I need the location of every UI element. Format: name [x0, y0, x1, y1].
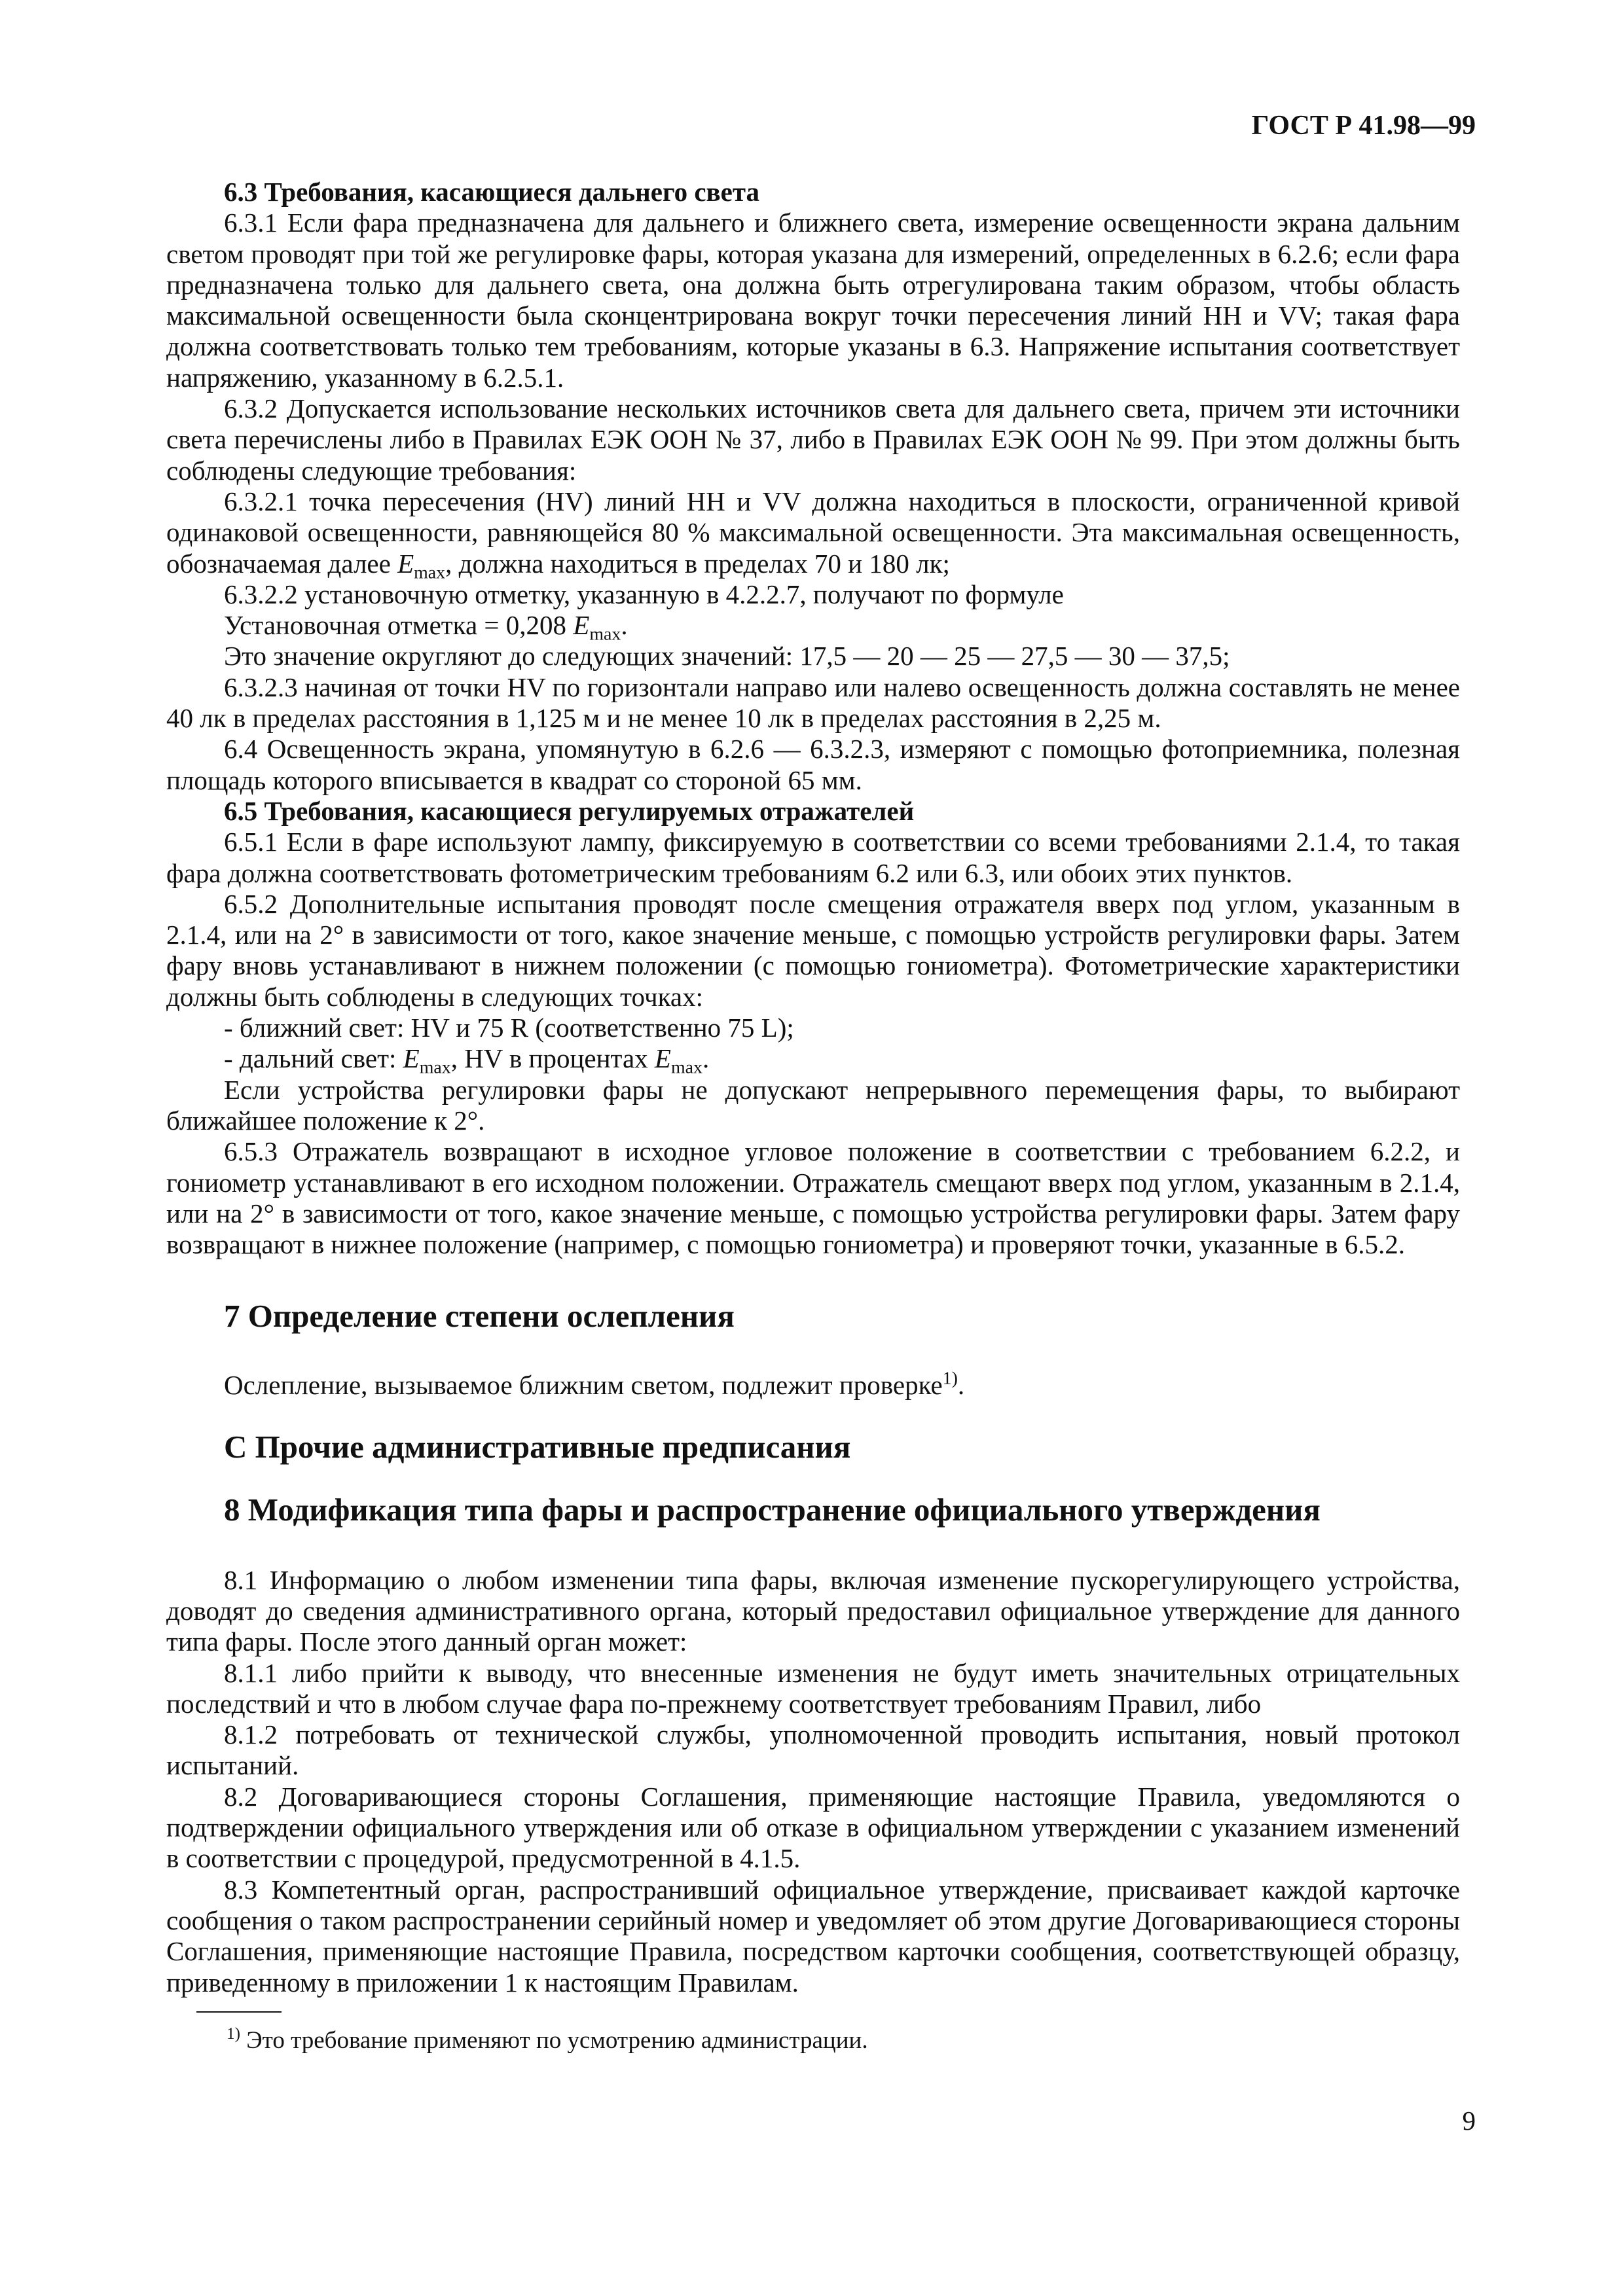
main-content: [166, 177, 1460, 1998]
paragraph-8-1: 8.1 Информацию о любом изменении типа фары, включая изменение пускорегулирующего устройства, доводят до сведения административного органа, который предоставил официальное утверждение для данного типа фары. После этого данный орган может:: [166, 1564, 1460, 1657]
paragraph-6-4: 6.4 Освещенность экрана, упомянутую в 6.2.6 — 6.3.2.3, измеряют с помощью фотоприемника, полезная площадь которого вписывается в квадрат со стороной 65 мм.: [166, 734, 1460, 795]
footnote-text: Это требование применяют по усмотрению администрации.: [240, 2027, 868, 2054]
paragraph-7: [166, 1370, 1460, 1401]
page-number: 9: [1462, 2106, 1476, 2136]
paragraph-6-5-1: 6.5.1 Если в фаре используют лампу, фиксируемую в соответствии со всеми требованиями 2.1.4, то такая фара должна соответствовать фотометрическим требованиям 6.2 или 6.3, или обоих этих пунктов.: [166, 827, 1460, 888]
text-run: .: [702, 1043, 710, 1074]
text-run: Ослепление, вызываемое ближним светом, подлежит проверке: [224, 1370, 943, 1401]
subscript-max: max: [414, 562, 446, 583]
paragraph-6-3-2: 6.3.2 Допускается использование нескольких источников света для дальнего света, причем эти источники света перечислены либо в Правилах ЕЭК ООН № 37, либо в Правилах ЕЭК ООН № 99. При этом должны быть соблюдены следующие требования:: [166, 393, 1460, 486]
section-8-heading: 8 Модификация типа фары и распространение официального утверждения: [224, 1491, 1321, 1528]
formula-line: [166, 610, 1460, 645]
paragraph-6-5-2: 6.5.2 Дополнительные испытания проводят после смещения отражателя вверх под углом, указанным в 2.1.4, или на 2° в зависимости от того, какое значение меньше, с помощью устройств регулировки фары. Затем фару вновь устанавливают в нижнем положении (с помощью гониометра). Фотометрические характеристики должны быть соблюдены в следующих точках:: [166, 888, 1460, 1012]
subscript-max: max: [419, 1057, 451, 1078]
section-7-heading: 7 Определение степени ослепления: [224, 1298, 735, 1335]
paragraph-6-3-2-3: 6.3.2.3 начиная от точки HV по горизонтали направо или налево освещенность должна составлять не менее 40 лк в пределах расстояния в 1,125 м и не менее 10 лк в пределах расстояния в 2,25 м.: [166, 672, 1460, 734]
paragraph-6-3-2-1: [166, 486, 1460, 583]
section-c-heading: С Прочие административные предписания: [224, 1428, 851, 1465]
paragraph-8-3: 8.3 Компетентный орган, распространивший официальное утверждение, присваивает каждой карточке сообщения о таком распространении серийный номер и уведомляет об этом другие Договаривающиеся стороны Соглашения, применяющие настоящие Правила, посредством карточки сообщения, соответствующей образцу, приведенному в приложении 1 к настоящим Правилам.: [166, 1874, 1460, 1998]
footnote-divider: [196, 2011, 282, 2013]
section-6-5-title: 6.5 Требования, касающиеся регулируемых отражателей: [224, 795, 915, 826]
footnote: [227, 2026, 868, 2054]
section-6-3-title: 6.3 Требования, касающиеся дальнего света: [224, 177, 760, 207]
list-item-high-beam: [166, 1043, 1460, 1078]
footnote-reference: 1): [942, 1369, 958, 1390]
text-run: , должна находиться в пределах 70 и 180 лк;: [445, 548, 950, 579]
subscript-max: max: [670, 1057, 702, 1078]
list-item-low-beam: - ближний свет: HV и 75 R (соответственно 75 L);: [224, 1013, 794, 1043]
paragraph-8-1-2: 8.1.2 потребовать от технической службы, уполномоченной проводить испытания, новый протокол испытаний.: [166, 1719, 1460, 1781]
paragraph-6-3-2-2: 6.3.2.2 установочную отметку, указанную в 4.2.2.7, получают по формуле: [224, 579, 1064, 609]
paragraph-8-1-1: 8.1.1 либо прийти к выводу, что внесенные изменения не будут иметь значительных отрицательных последствий и что в любом случае фара по-прежнему соответствует требованиям Правил, либо: [166, 1657, 1460, 1719]
paragraph-8-2: 8.2 Договаривающиеся стороны Соглашения, применяющие настоящие Правила, уведомляются о подтверждении официального утверждения или об отказе в официальном утверждении с указанием изменений в соответствии с процедурой, предусмотренной в 4.1.5.: [166, 1781, 1460, 1874]
symbol-e: E: [573, 610, 590, 641]
document-code-header: ГОСТ Р 41.98—99: [1251, 111, 1476, 141]
text-run: - дальний свет:: [224, 1043, 403, 1074]
symbol-e: E: [403, 1043, 420, 1074]
symbol-e: E: [397, 548, 414, 579]
text-run: .: [957, 1370, 965, 1401]
text-run: , HV в процентах: [450, 1043, 655, 1074]
subscript-max: max: [589, 624, 621, 645]
paragraph-6-5-3: 6.5.3 Отражатель возвращают в исходное угловое положение в соответствии с требованием 6.2.2, и гониометр устанавливают в его исходном положении. Отражатель смещают вверх под углом, указанным в 2.1.4, или на 2° в зависимости от того, какое значение меньше, с помощью устройства регулировки фары. Затем фару возвращают в нижнее положение (например, с помощью гониометра) и проверяют точки, указанные в 6.5.2.: [166, 1136, 1460, 1260]
paragraph-continuation: Если устройства регулировки фары не допускают непрерывного перемещения фары, то выбирают ближайшее положение к 2°.: [166, 1074, 1460, 1136]
footnote-marker: 1): [227, 2025, 240, 2043]
rounding-line: Это значение округляют до следующих значений: 17,5 — 20 — 25 — 27,5 — 30 — 37,5;: [224, 641, 1230, 672]
paragraph-6-3-1: 6.3.1 Если фара предназначена для дальнего и ближнего света, измерение освещенности экрана дальним светом проводят при той же регулировке фары, которая указана для измерений, определенных в 6.2.6; если фара предназначена только для дальнего света, она должна быть отрегулирована таким образом, чтобы область максимальной освещенности была сконцентрирована вокруг точки пересечения линий HH и VV; такая фара должна соответствовать только тем требованиям, которые указаны в 6.3. Напряжение испытания соответствует напряжению, указанному в 6.2.5.1.: [166, 207, 1460, 393]
text-run: 6.3.2.1 точка пересечения (HV) линий HH и VV должна находиться в плоскости, ограниченной кривой одинаковой освещенности, равняющейся 80 % максимальной освещенности. Эта максимальная освещенность, обозначаемая далее: [166, 486, 1460, 579]
symbol-e: E: [654, 1043, 671, 1074]
text-run: Установочная отметка = 0,208: [224, 610, 574, 641]
text-run: .: [621, 610, 628, 641]
